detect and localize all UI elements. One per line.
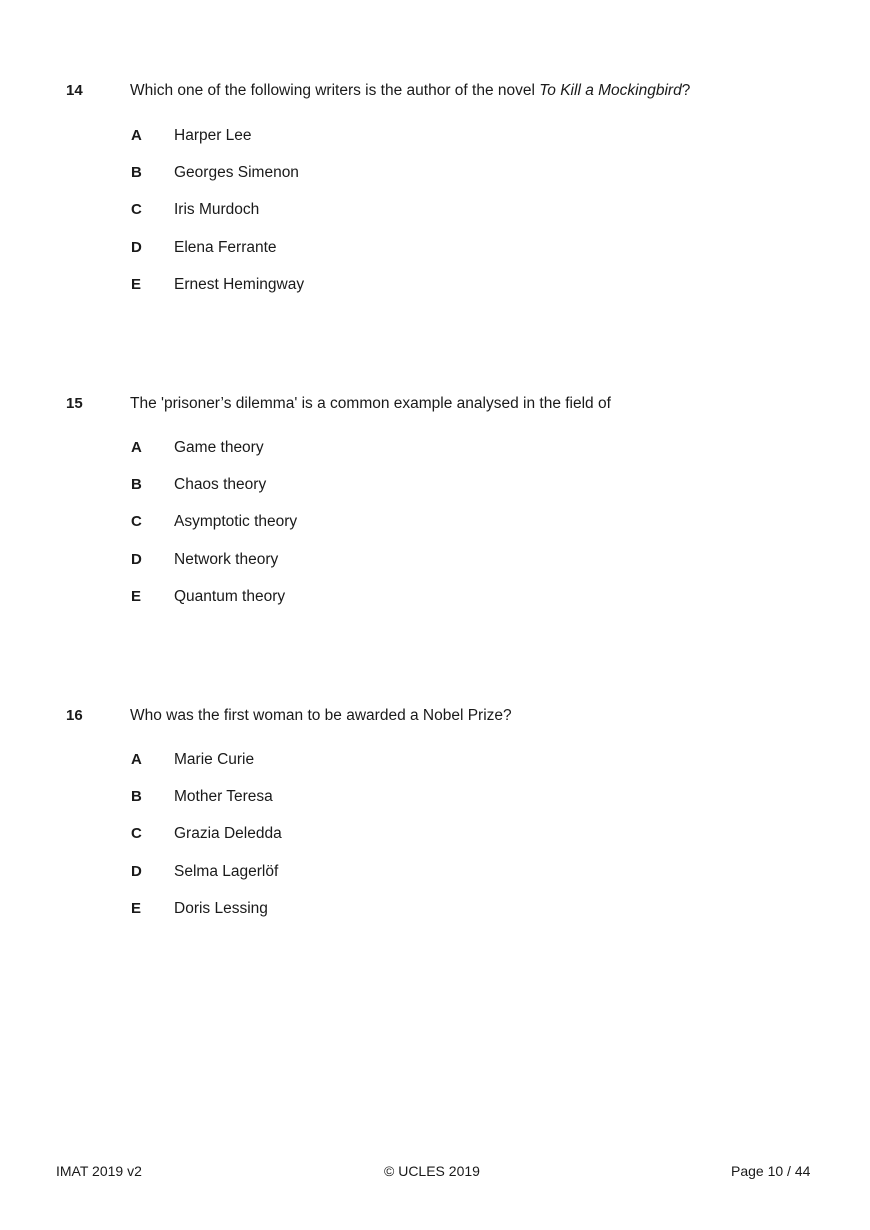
option-text: Quantum theory — [174, 588, 286, 605]
exam-version: IMAT 2019 v2 — [56, 1163, 142, 1179]
page-number: Page 10 / 44 — [731, 1163, 811, 1179]
option-15-b[interactable] — [0, 476, 870, 496]
copyright: © UCLES 2019 — [384, 1163, 480, 1179]
option-letter: C — [131, 513, 142, 530]
option-text: Iris Murdoch — [174, 201, 260, 218]
option-text: Doris Lessing — [174, 900, 268, 917]
option-letter: B — [131, 164, 142, 181]
option-text: Grazia Deledda — [174, 825, 282, 842]
option-letter: C — [131, 825, 142, 842]
option-letter: D — [131, 863, 142, 880]
option-text: Network theory — [174, 551, 279, 568]
option-letter: B — [131, 476, 142, 493]
option-text: Asymptotic theory — [174, 513, 298, 530]
option-text: Harper Lee — [174, 127, 252, 144]
option-14-b[interactable] — [0, 164, 870, 184]
option-16-a[interactable] — [0, 751, 870, 771]
option-15-d[interactable] — [0, 551, 870, 571]
question-text — [130, 82, 830, 100]
option-letter: B — [131, 788, 142, 805]
question-number: 16 — [66, 707, 83, 724]
option-14-d[interactable] — [0, 239, 870, 259]
option-letter: D — [131, 551, 142, 568]
question-number: 14 — [66, 82, 83, 99]
option-letter: A — [131, 127, 142, 144]
option-letter: E — [131, 900, 142, 917]
option-letter: A — [131, 751, 142, 768]
option-text: Game theory — [174, 439, 264, 456]
question-text: The 'prisoner’s dilemma' is a common example analysed in the field of — [130, 395, 611, 412]
option-text: Ernest Hemingway — [174, 276, 305, 293]
option-letter: E — [131, 276, 142, 293]
question-text-main: Which one of the following writers is the author of the novel — [130, 82, 540, 99]
option-16-e[interactable] — [0, 900, 870, 920]
novel-title: To Kill a Mockingbird — [539, 82, 682, 99]
option-16-d[interactable] — [0, 863, 870, 883]
option-text: Selma Lagerlöf — [174, 863, 279, 880]
option-text: Mother Teresa — [174, 788, 273, 805]
option-letter: C — [131, 201, 142, 218]
question-text-end: ? — [681, 82, 691, 99]
option-text: Elena Ferrante — [174, 239, 277, 256]
option-text: Chaos theory — [174, 476, 267, 493]
option-14-c[interactable] — [0, 201, 870, 221]
option-letter: E — [131, 588, 142, 605]
option-16-c[interactable] — [0, 825, 870, 845]
question-number: 15 — [66, 395, 83, 412]
option-text: Georges Simenon — [174, 164, 299, 181]
option-14-e[interactable] — [0, 276, 870, 296]
option-letter: D — [131, 239, 142, 256]
option-15-a[interactable] — [0, 439, 870, 459]
option-15-e[interactable] — [0, 588, 870, 608]
option-16-b[interactable] — [0, 788, 870, 808]
option-text: Marie Curie — [174, 751, 255, 768]
option-letter: A — [131, 439, 142, 456]
question-text: Who was the first woman to be awarded a Nobel Prize? — [130, 707, 512, 724]
option-14-a[interactable] — [0, 127, 870, 147]
option-15-c[interactable] — [0, 513, 870, 533]
